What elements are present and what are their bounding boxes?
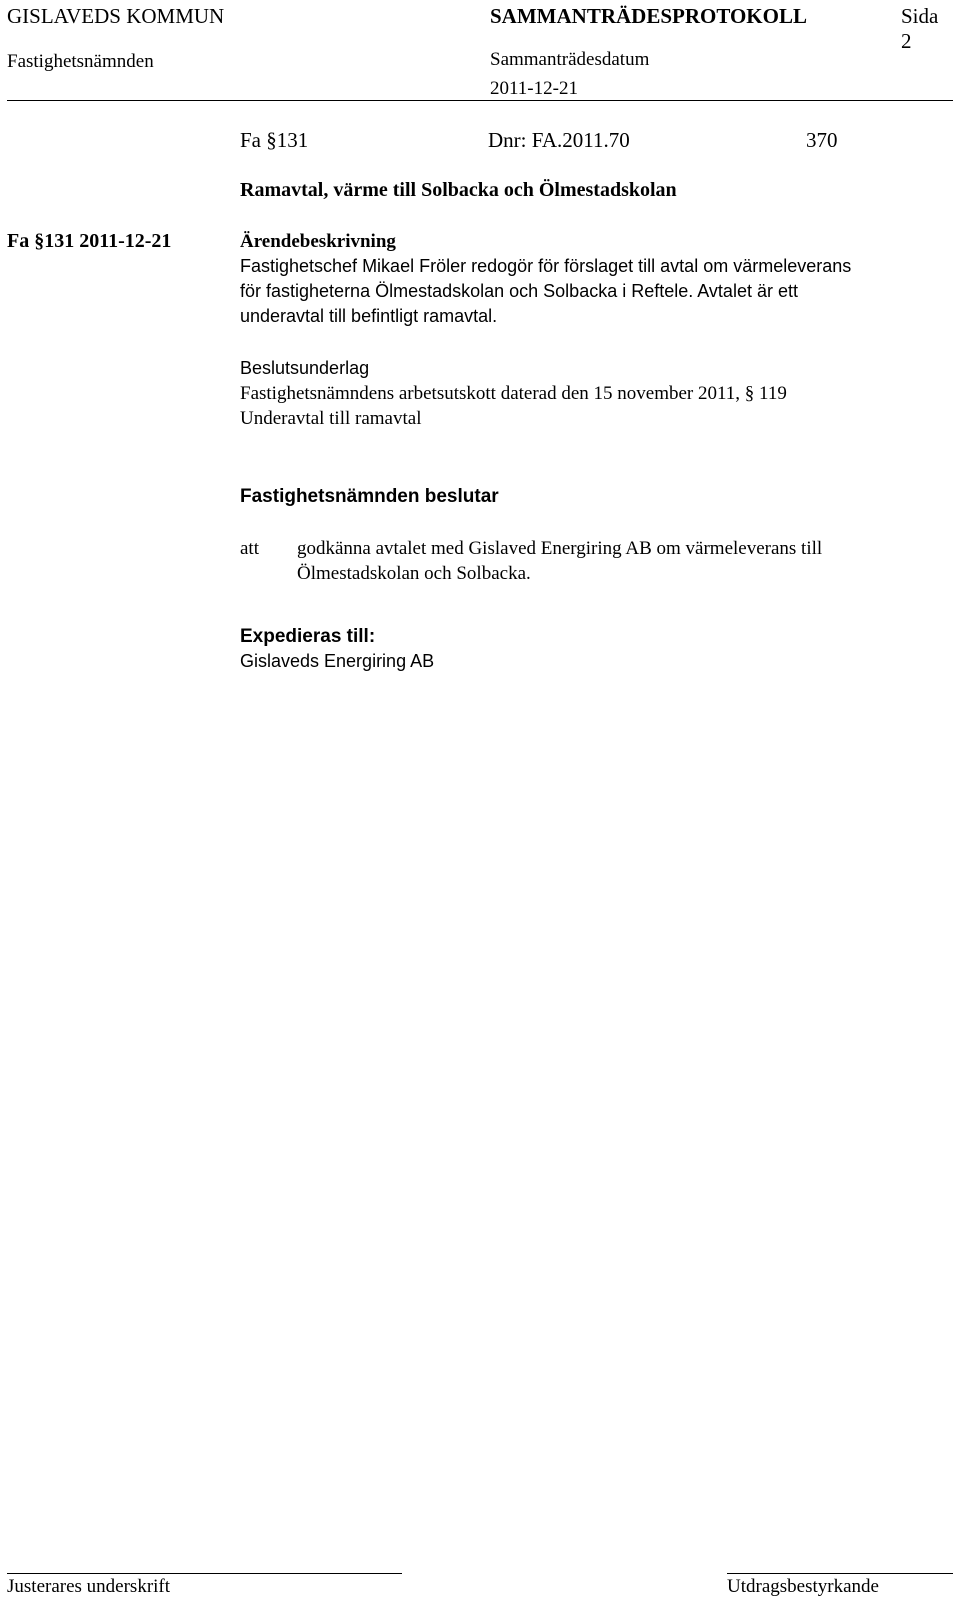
reference-number: 370	[806, 128, 838, 152]
adjuster-signature-label: Justerares underskrift	[7, 1576, 171, 1597]
description-line: för fastigheterna Ölmestadskolan och Solbacka i Reftele. Avtalet är ett	[240, 281, 798, 301]
meeting-date: 2011-12-21	[490, 78, 578, 99]
extract-certification-label: Utdragsbestyrkande	[727, 1576, 879, 1597]
decision-heading: Fastighetsnämnden beslutar	[240, 486, 499, 507]
dispatch-heading: Expedieras till:	[240, 626, 376, 647]
basis-line: Fastighetsnämndens arbetsutskott daterad den 15 november 2011, § 119	[240, 383, 787, 404]
side-reference: Fa §131 2011-12-21	[7, 230, 172, 252]
decision-section	[240, 484, 940, 509]
basis-heading: Beslutsunderlag	[240, 358, 370, 378]
paragraph-reference: Fa §131	[240, 128, 309, 152]
decision-line: godkänna avtalet med Gislaved Energiring AB om värmeleverans till	[297, 538, 823, 559]
description-heading: Ärendebeskrivning	[240, 231, 396, 252]
dispatch-recipient: Gislaveds Energiring AB	[240, 651, 435, 671]
diary-number: Dnr: FA.2011.70	[488, 128, 630, 152]
meeting-date-label: Sammanträdesdatum	[490, 49, 650, 70]
document-type: SAMMANTRÄDESPROTOKOLL	[490, 4, 807, 28]
department-name: Fastighetsnämnden	[7, 51, 154, 72]
decision-text	[297, 536, 947, 586]
basis-section	[240, 356, 940, 431]
description-section	[240, 229, 940, 329]
page-number: 2	[901, 29, 912, 53]
decision-line: Ölmestadskolan och Solbacka.	[297, 563, 531, 584]
case-title: Ramavtal, värme till Solbacka och Ölmestadskolan	[240, 179, 677, 201]
organization-name: GISLAVEDS KOMMUN	[7, 4, 225, 28]
description-line: underavtal till befintligt ramavtal.	[240, 306, 498, 326]
header-divider	[7, 100, 953, 101]
description-line: Fastighetschef Mikael Fröler redogör för förslaget till avtal om värmeleverans	[240, 256, 852, 276]
att-label: att	[240, 538, 259, 559]
basis-line: Underavtal till ramavtal	[240, 408, 422, 429]
page-label: Sida	[901, 4, 939, 28]
dispatch-section	[240, 624, 940, 674]
